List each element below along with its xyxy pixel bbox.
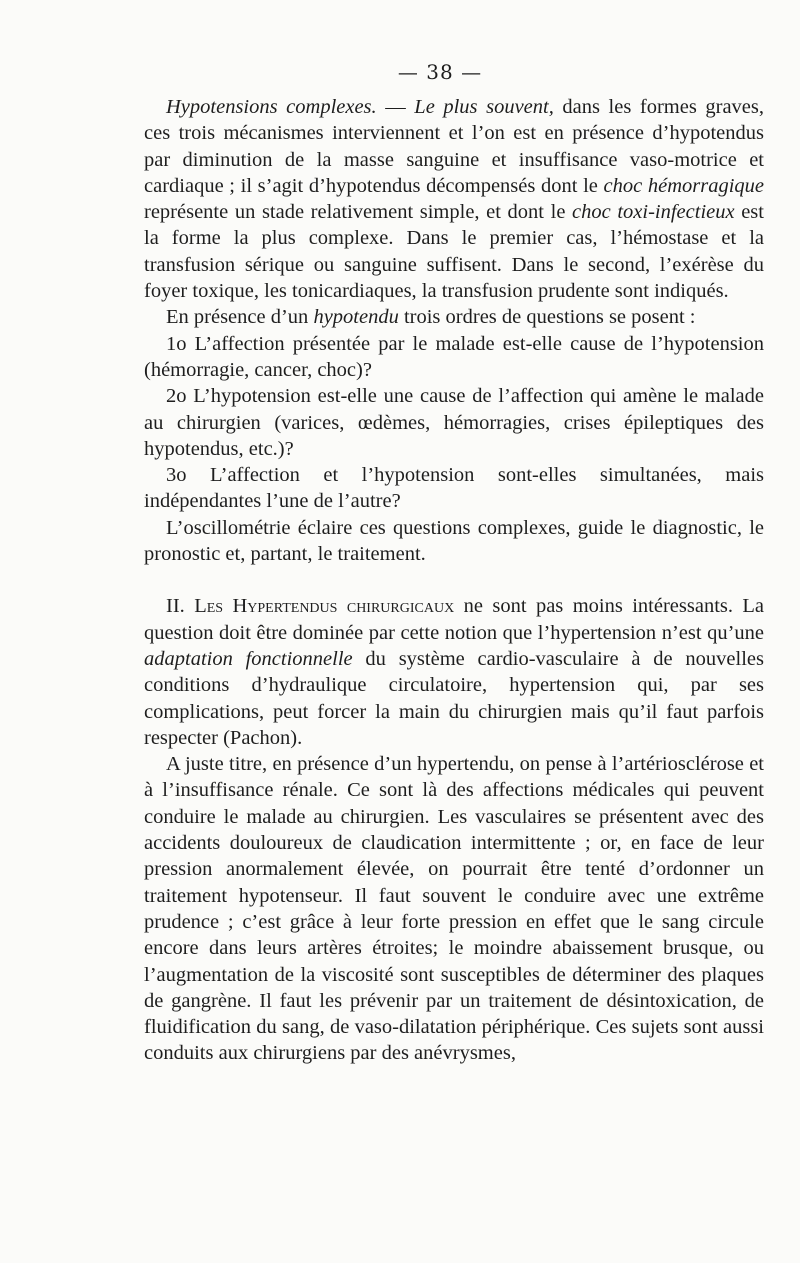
list-item: 3o L’affection et l’hypotension sont-elles simultanées, mais indépendantes l’une de l’autre? bbox=[144, 464, 764, 513]
body-text bbox=[144, 94, 764, 1067]
section-heading: Les Hypertendus chirurgicaux bbox=[194, 595, 455, 618]
list-item: 1o L’affection présentée par le malade est-elle cause de l’hypotension (hémorragie, cancer, choc)? bbox=[144, 332, 764, 381]
section-paragraph: II. Les Hypertendus chirurgicaux ne sont pas moins intéressants. La question doit être dominée par cette notion que l’hypertension n’est qu’une adaptation fonctionnelle du système cardio-vasculaire à de nouvelles conditions d’hydraulique circulatoire, hypertension qui, par ses complications, peut forcer la main du chirurgien mais qu’il faut parfois respecter (Pachon). bbox=[144, 595, 765, 749]
paragraph: Hypotensions complexes. — Le plus souvent, dans les formes graves, ces trois mécanismes interviennent et l’on est en présence d’hypotendus par diminution de la masse sanguine et insuffisance vaso-motrice et cardiaque ; il s’agit d’hypotendus décompensés dont le choc hémorragique représente un stade relativement simple, et dont le choc toxi-infectieux est la forme la plus complexe. Dans le premier cas, l’hémostase et la transfusion sérique ou sanguine suffisent. Dans le second, l’exérèse du foyer toxique, les tonicardiaques, la transfusion prudente sont indiqués. bbox=[144, 96, 765, 303]
page-number: — 38 — bbox=[397, 60, 483, 84]
paragraph: L’oscillométrie éclaire ces questions complexes, guide le diagnostic, le pronostic et, partant, le traitement. bbox=[144, 516, 764, 566]
paragraph: En présence d’un hypotendu trois ordres de questions se posent : bbox=[166, 306, 696, 329]
list-item: 2o L’hypotension est-elle une cause de l’affection qui amène le malade au chirurgien (varices, œdèmes, hémorragies, crises épileptiques des hypotendus, etc.)? bbox=[144, 385, 764, 460]
paragraph: A juste titre, en présence d’un hypertendu, on pense à l’artériosclérose et à l’insuffisance rénale. Ce sont là des affections médicales qui peuvent conduire le malade au chirurgien. Les vasculaires se présentent avec des accidents douloureux de claudication intermittente ; or, en face de leur pression anormalement élevée, on pourrait être tenté d’ordonner un traitement hypotenseur. Il faut souvent le conduire avec une extrême prudence ; c’est grâce à leur forte pression en effet que le sang circule encore dans leurs artères étroites; le moindre abaissement brusque, ou l’augmentation de la viscosité sont susceptibles de déterminer des plaques de gangrène. Il faut les prévenir par un traitement de désintoxication, de fluidification du sang, de vaso-dilatation périphérique. Ces sujets sont aussi conduits aux chirurgiens par des anévrysmes, bbox=[144, 753, 764, 1065]
